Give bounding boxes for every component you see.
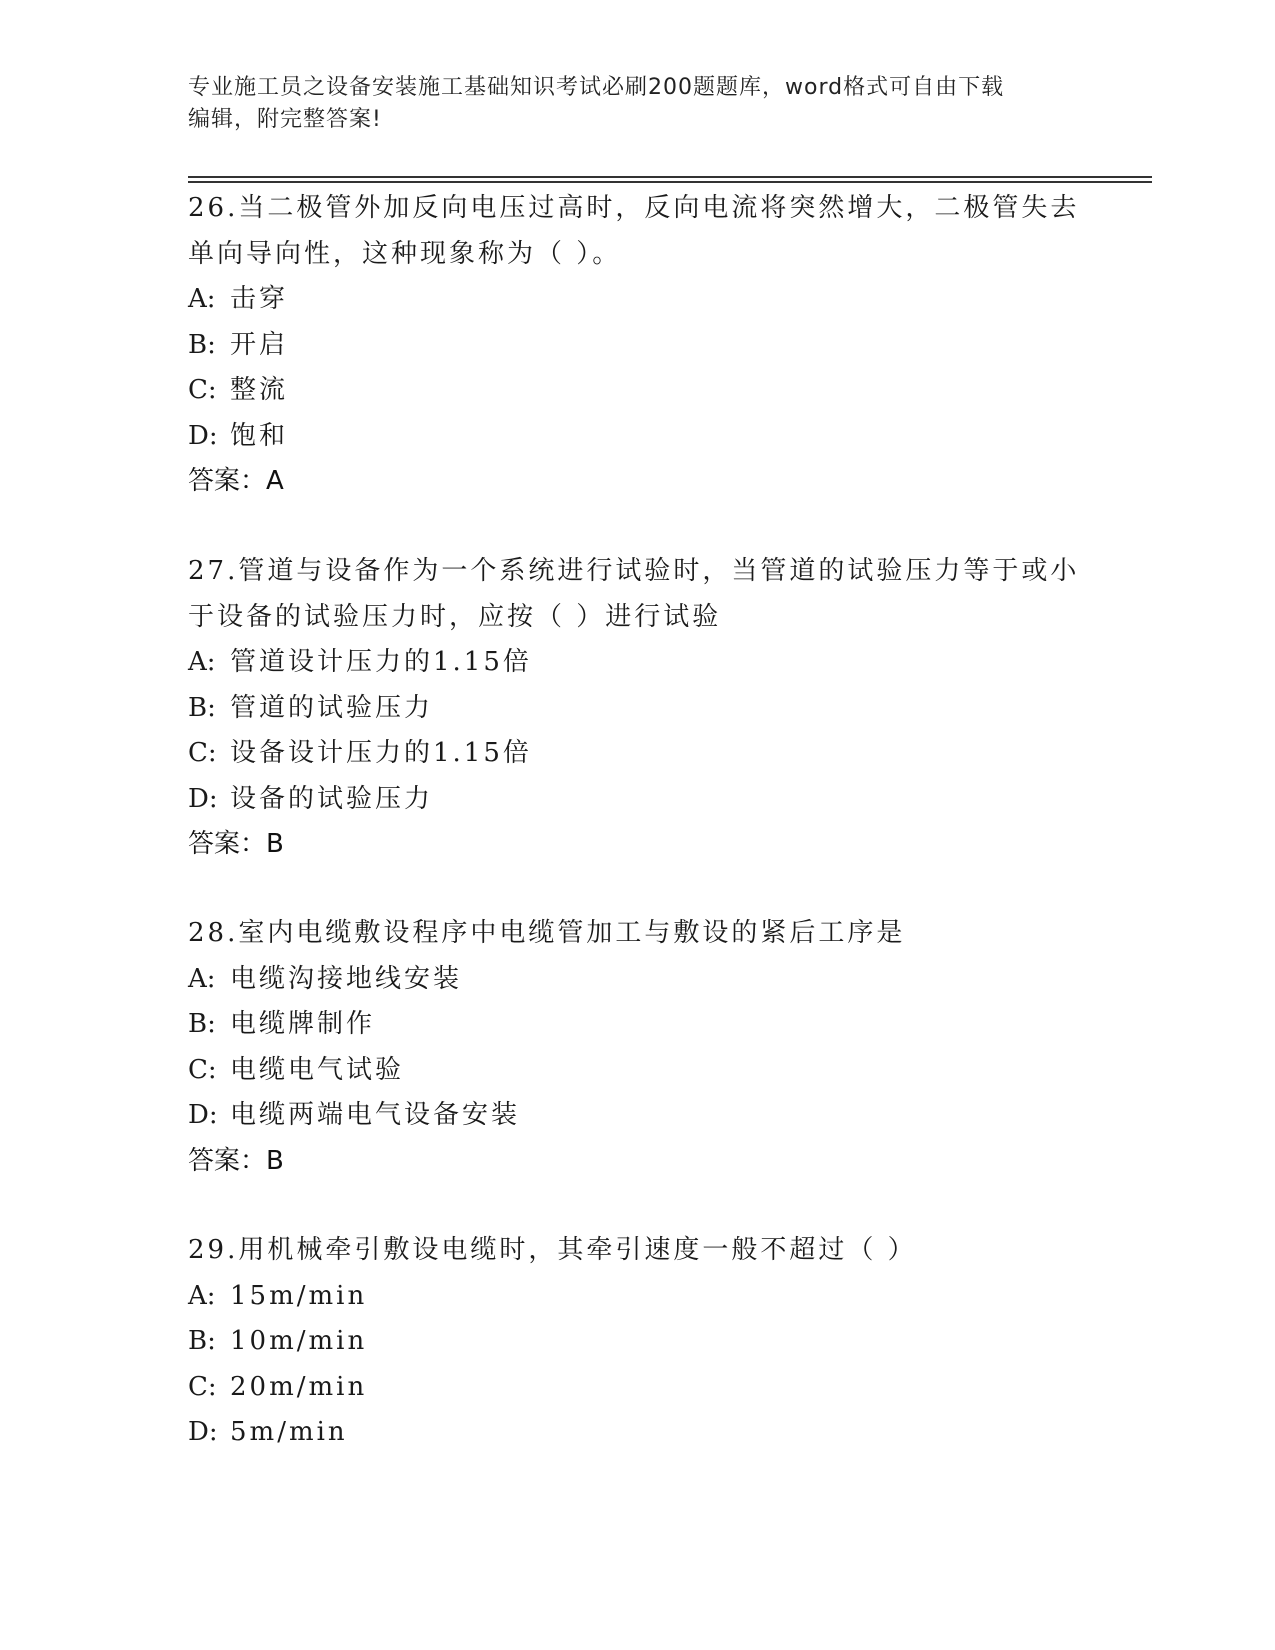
option-text: 饱和 [230, 420, 289, 451]
option-label: D: [188, 420, 218, 451]
option-d [188, 1093, 1128, 1139]
option-a [188, 277, 1128, 323]
option-text: 管道设计压力的1.15倍 [230, 647, 532, 677]
option-text: 设备设计压力的1.15倍 [230, 738, 532, 768]
option-b [188, 1002, 1128, 1048]
option-label: D: [188, 1100, 218, 1130]
option-a [188, 1274, 1128, 1320]
option-text: 15m/min [230, 1280, 368, 1311]
option-label: D: [188, 783, 218, 814]
answer: 答案：B [188, 1145, 284, 1176]
option-text: 5m/min [230, 1417, 348, 1447]
header-line-1: 专业施工员之设备安装施工基础知识考试必刷200题题库，word格式可自由下载 [188, 75, 1005, 100]
option-text: 电缆两端电气设备安装 [230, 1100, 521, 1130]
question-27 [188, 549, 1128, 868]
option-label: C: [188, 375, 217, 405]
header-line-2: 编辑，附完整答案! [188, 107, 382, 132]
option-text: 电缆电气试验 [230, 1054, 405, 1085]
option-c [188, 1048, 1128, 1094]
option-label: A: [188, 647, 216, 677]
option-text: 电缆牌制作 [230, 1009, 376, 1039]
option-text: 整流 [230, 375, 289, 405]
option-text: 开启 [230, 329, 289, 360]
question-29 [188, 1228, 1128, 1456]
header-divider-top [188, 176, 1152, 178]
option-a [188, 640, 1128, 686]
question-stem-line: 26.当二极管外加反向电压过高时，反向电流将突然增大，二极管失去 [188, 193, 1080, 223]
option-d [188, 1410, 1128, 1456]
option-a [188, 957, 1128, 1003]
option-b [188, 686, 1128, 732]
option-label: C: [188, 1371, 217, 1402]
question-stem-line: 于设备的试验压力时，应按（ ）进行试验 [188, 601, 722, 632]
option-text: 20m/min [230, 1371, 368, 1402]
question-26 [188, 186, 1128, 505]
header-divider-bottom [188, 181, 1152, 183]
option-text: 击穿 [230, 284, 289, 314]
option-d [188, 777, 1128, 823]
option-text: 10m/min [230, 1326, 368, 1356]
option-b [188, 323, 1128, 369]
question-stem-line: 29.用机械牵引敷设电缆时，其牵引速度一般不超过（ ） [188, 1235, 917, 1265]
question-stem-line: 28.室内电缆敷设程序中电缆管加工与敷设的紧后工序是 [188, 918, 906, 948]
option-label: C: [188, 1054, 217, 1085]
option-label: B: [188, 329, 216, 360]
option-label: C: [188, 738, 217, 768]
option-label: B: [188, 1009, 216, 1039]
option-c [188, 1365, 1128, 1411]
option-b [188, 1319, 1128, 1365]
option-label: A: [188, 1280, 216, 1311]
question-stem-line: 27.管道与设备作为一个系统进行试验时，当管道的试验压力等于或小 [188, 556, 1080, 586]
option-text: 管道的试验压力 [230, 692, 434, 723]
option-c [188, 731, 1128, 777]
option-label: B: [188, 692, 216, 723]
option-text: 电缆沟接地线安装 [230, 963, 463, 994]
option-label: B: [188, 1326, 216, 1356]
option-label: A: [188, 284, 216, 314]
option-c [188, 368, 1128, 414]
option-label: D: [188, 1417, 218, 1447]
answer: 答案：B [188, 829, 284, 859]
document-header [188, 72, 1088, 136]
option-d [188, 414, 1128, 460]
answer: 答案：A [188, 466, 284, 496]
question-stem-line: 单向导向性，这种现象称为（ ）。 [188, 238, 622, 269]
option-label: A: [188, 963, 216, 994]
option-text: 设备的试验压力 [230, 783, 434, 814]
question-28 [188, 911, 1128, 1184]
